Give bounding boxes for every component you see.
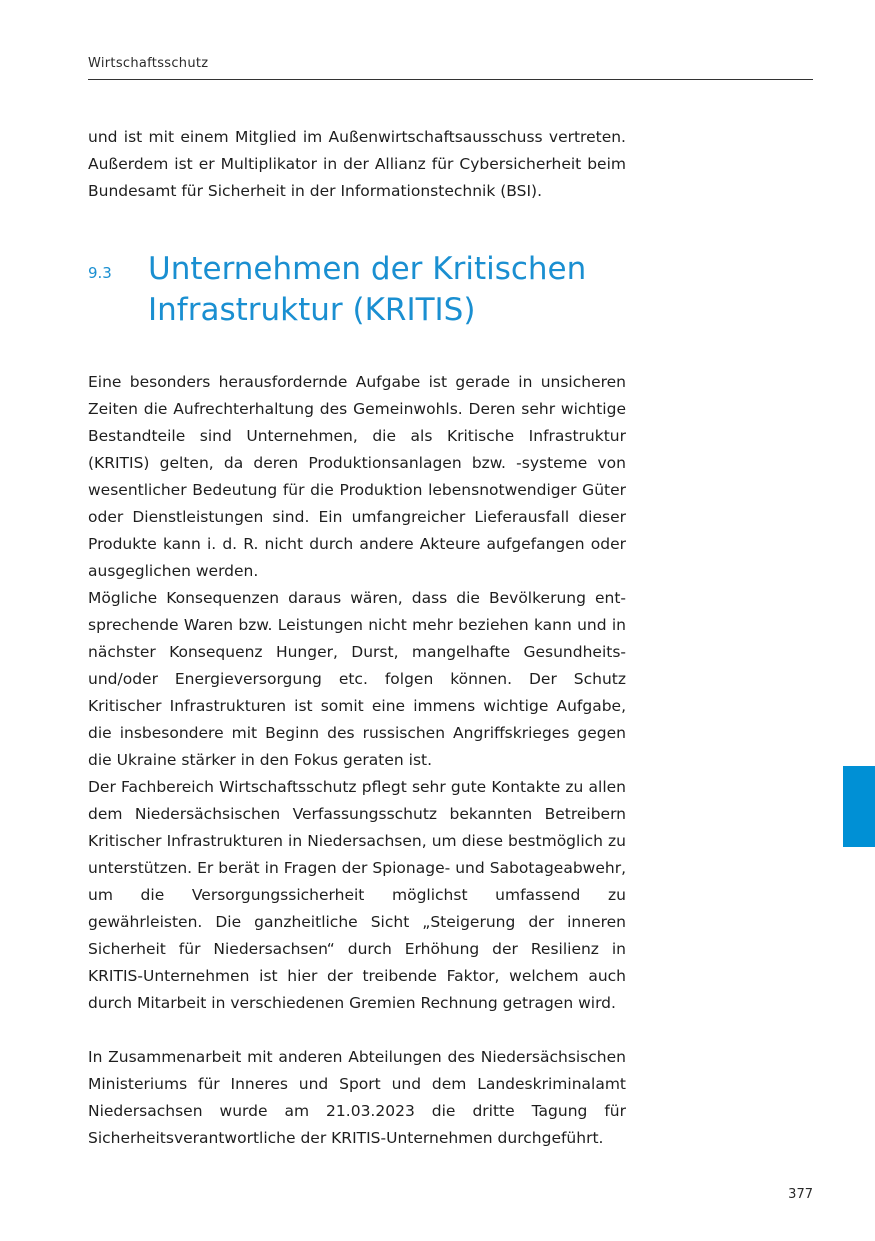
chapter-thumb-tab: [843, 766, 875, 847]
paragraph-cooperation: In Zusammenarbeit mit anderen Abteilungen des Niedersächsischen Ministeriums für Inneres und Sport und dem Landeskriminalamt Niedersachsen wurde am 21.03.2023 die dritte Tagung für Sicherheitsverantwortliche der KRITIS-Unternehmen durchgeführt.: [88, 1048, 626, 1147]
paragraph-kritis-intro: Eine besonders herausfordernde Aufgabe ist gerade in unsicheren Zeiten die Aufrechterhaltung des Gemeinwohls. Deren sehr wichtige Bestandteile sind Unternehmen, die als Kritische Infrastruktur (KRITIS) gelten, da deren Produktionsanlagen bzw. -systeme von wesentlicher Bedeutung für die Produktion lebensnotwendiger Güter oder Dienstleistungen sind. Ein umfangreicher Lieferausfall dieser Produkte kann i. d. R. nicht durch andere Akteure aufgefangen oder ausgeglichen werden.: [88, 373, 626, 580]
paragraph-wirtschaftsschutz: Der Fachbereich Wirtschaftsschutz pflegt sehr gute Kontakte zu allen dem Niedersächsischen Verfassungsschutz bekannten Betreibern Kritischer Infrastrukturen in Niedersachsen, um diese bestmöglich zu unterstützen. Er berät in Fragen der Spionage- und Sabotageabwehr, um die Versorgungssicherheit möglichst umfassend zu gewährleisten. Die ganzheitliche Sicht „Steigerung der inneren Sicherheit für Niedersachsen“ durch Erhöhung der Resilienz in KRITIS-Unternehmen ist hier der treibende Faktor, welchem auch durch Mitarbeit in verschiedenen Gremien Rechnung getragen wird.: [88, 778, 626, 1012]
running-header: Wirtschaftsschutz: [88, 56, 209, 71]
paragraph-continued: und ist mit einem Mitglied im Außenwirtschaftsausschuss vertreten. Außerdem ist er Multiplikator in der Allianz für Cybersicherheit beim Bundesamt für Sicherheit in der Informationstechnik (BSI).: [88, 128, 626, 200]
header-rule: [88, 79, 813, 80]
section-number: 9.3: [88, 264, 112, 282]
page-number: 377: [788, 1187, 813, 1202]
section-title: Unternehmen der Kritischen Infrastruktur (KRITIS): [148, 251, 587, 328]
paragraph-consequences: Mögliche Konsequenzen daraus wären, dass die Bevölkerung entsprechende Waren bzw. Leistungen nicht mehr beziehen kann und in nächster Konsequenz Hunger, Durst, mangelhafte Gesundheits- und/oder Energieversorgung etc. folgen können. Der Schutz Kritischer Infrastrukturen ist somit eine immens wichtige Aufgabe, die insbesondere mit Beginn des russischen Angriffskrieges gegen die Ukraine stärker in den Fokus geraten ist.: [88, 589, 626, 769]
